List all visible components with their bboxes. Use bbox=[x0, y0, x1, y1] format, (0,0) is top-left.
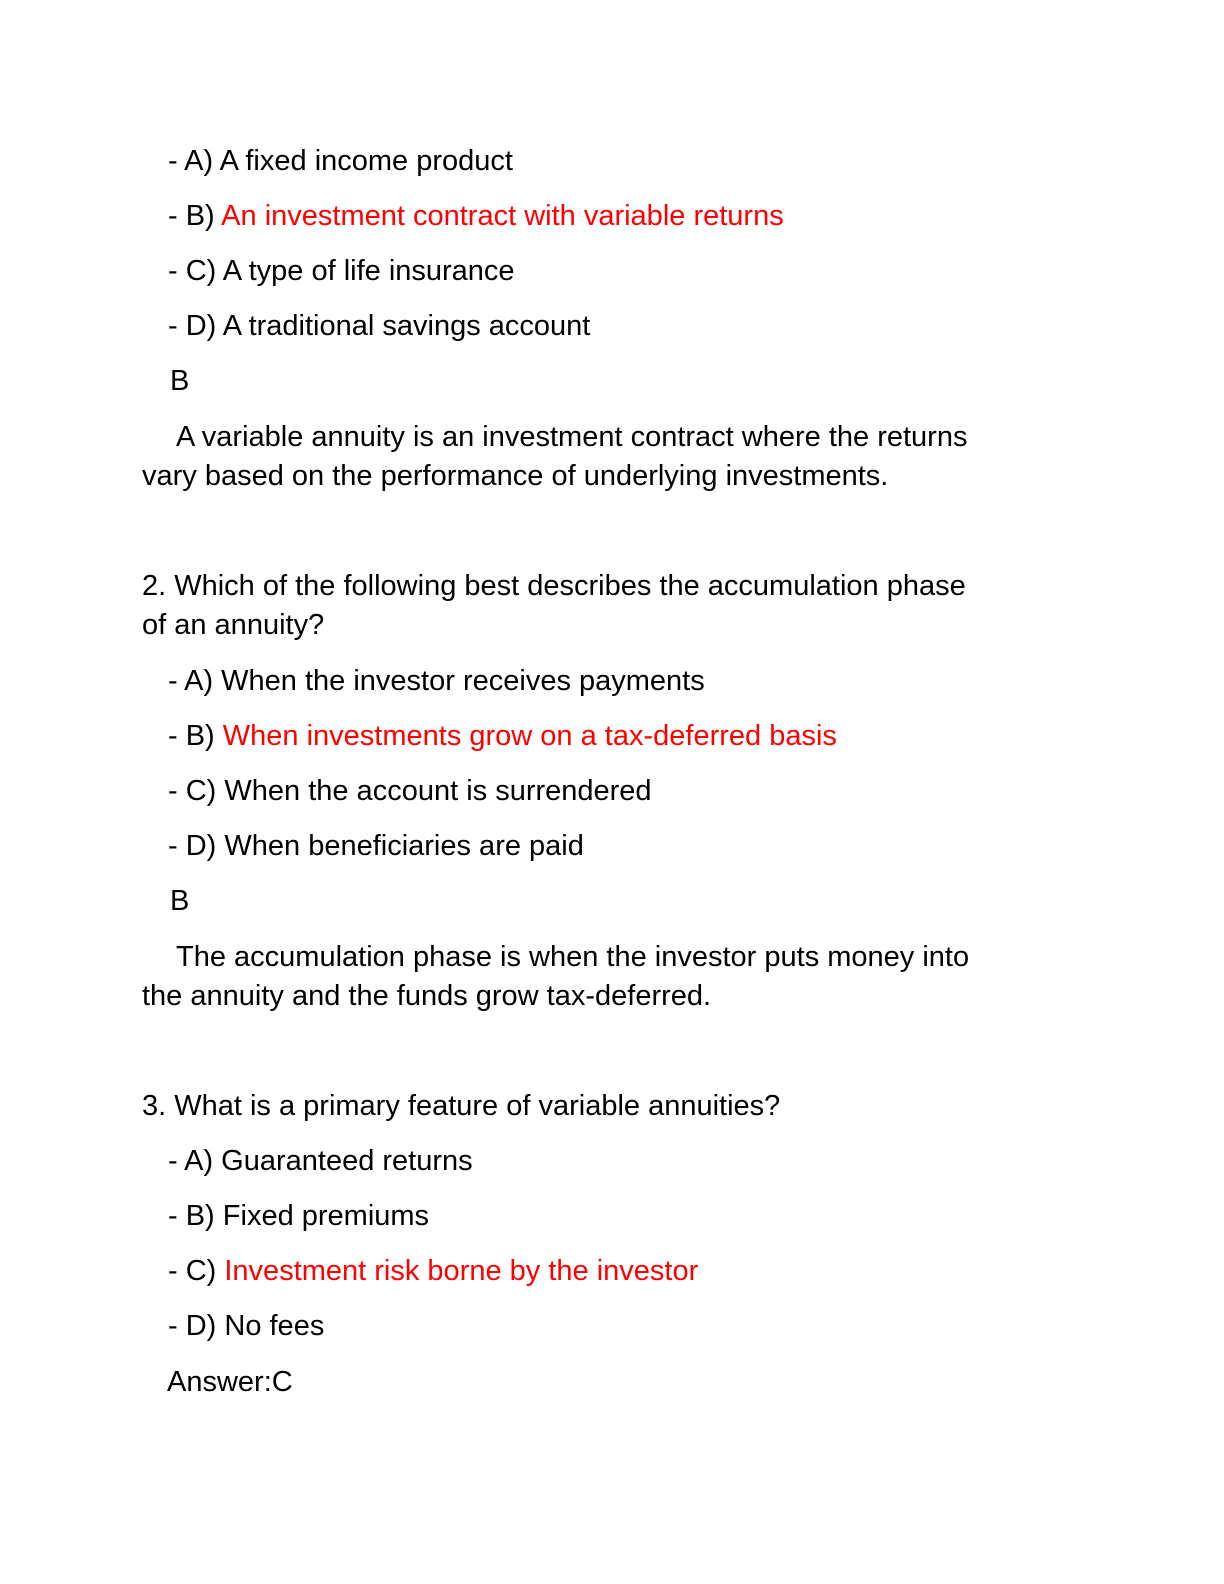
q2-question-line-1: 2. Which of the following best describes the accumulation phase bbox=[142, 570, 966, 602]
q2-explanation-line-1: The accumulation phase is when the investor puts money into bbox=[176, 941, 970, 973]
q2-answer: B bbox=[170, 885, 190, 917]
q1-option-c: - C) A type of life insurance bbox=[168, 255, 515, 287]
q2-option-d: - D) When beneficiaries are paid bbox=[168, 830, 584, 862]
correct-option-text: When investments grow on a tax-deferred basis bbox=[222, 720, 837, 752]
q2-option-b: - B) When investments grow on a tax-deferred basis bbox=[168, 720, 837, 752]
q2-option-c: - C) When the account is surrendered bbox=[168, 775, 652, 807]
q2-explanation-line-2: the annuity and the funds grow tax-deferred. bbox=[142, 980, 712, 1012]
q1-explanation-line-2: vary based on the performance of underlying investments. bbox=[142, 460, 889, 492]
q3-question: 3. What is a primary feature of variable annuities? bbox=[142, 1090, 781, 1122]
q3-option-d: - D) No fees bbox=[168, 1310, 325, 1342]
correct-option-text: Investment risk borne by the investor bbox=[224, 1255, 699, 1287]
q1-option-b: - B) An investment contract with variable returns bbox=[168, 200, 784, 232]
q1-option-a: - A) A fixed income product bbox=[168, 145, 513, 177]
q3-option-a: - A) Guaranteed returns bbox=[168, 1145, 473, 1177]
q3-option-b: - B) Fixed premiums bbox=[168, 1200, 430, 1232]
q2-option-a: - A) When the investor receives payments bbox=[168, 665, 705, 697]
q1-explanation-line-1: A variable annuity is an investment contract where the returns bbox=[176, 421, 968, 453]
q1-answer: B bbox=[170, 365, 190, 397]
q2-question-line-2: of an annuity? bbox=[142, 609, 325, 641]
q3-answer: Answer:C bbox=[167, 1366, 293, 1398]
correct-option-text: An investment contract with variable returns bbox=[221, 200, 784, 232]
q3-option-c: - C) Investment risk borne by the investor bbox=[168, 1255, 699, 1287]
q1-option-d: - D) A traditional savings account bbox=[168, 310, 591, 342]
